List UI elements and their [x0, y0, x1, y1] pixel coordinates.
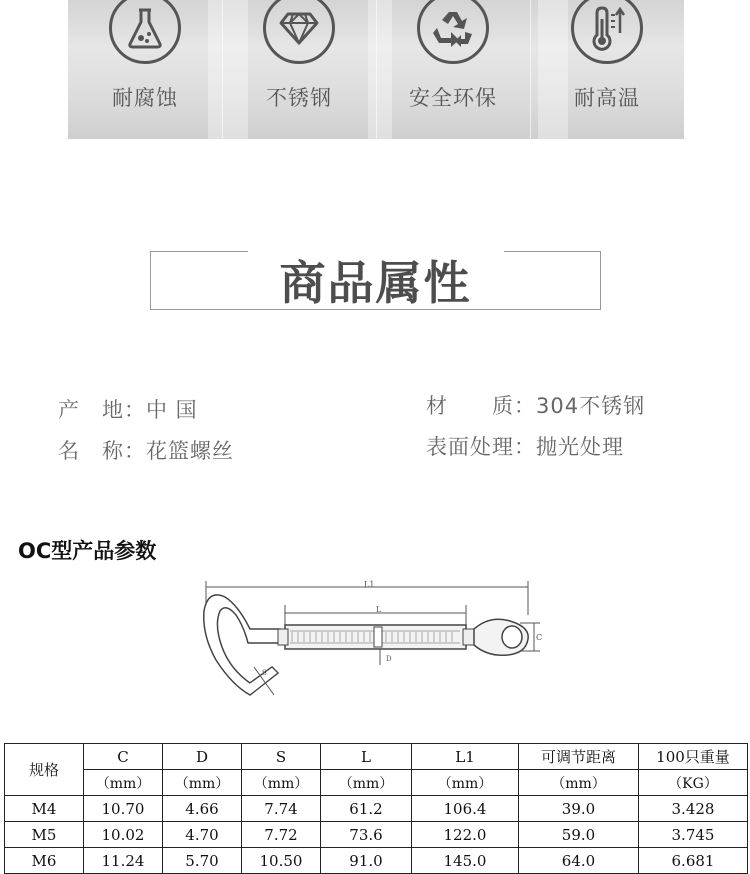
- table-cell: 91.0: [321, 848, 412, 874]
- table-cell: 7.74: [242, 796, 321, 822]
- table-cell: 61.2: [321, 796, 412, 822]
- turnbuckle-diagram: [190, 575, 560, 710]
- feature-label: 耐高温: [574, 86, 640, 110]
- dim-s-label: S: [262, 669, 267, 677]
- table-cell: 4.70: [163, 822, 242, 848]
- feature-label: 安全环保: [409, 86, 497, 110]
- table-header-row: [5, 744, 748, 770]
- table-cell: 10.50: [242, 848, 321, 874]
- attr-value: 304不锈钢: [536, 394, 646, 418]
- table-cell: 73.6: [321, 822, 412, 848]
- table-cell: 7.72: [242, 822, 321, 848]
- table-row: [5, 822, 748, 848]
- table-cell: 3.428: [639, 796, 748, 822]
- table-cell: 64.0: [519, 848, 639, 874]
- table-row: [5, 796, 748, 822]
- dim-l-label: L: [376, 605, 382, 614]
- attr-value: 中 国: [146, 398, 198, 422]
- attr-key: 表面处理：: [426, 435, 536, 459]
- attr-surface: [426, 431, 624, 461]
- diamond-icon: [263, 0, 335, 64]
- table-cell: 3.745: [639, 822, 748, 848]
- table-unit-cell: （mm）: [412, 770, 519, 796]
- table-header-cell: D: [163, 744, 242, 770]
- table-row: [5, 848, 748, 874]
- table-cell: 5.70: [163, 848, 242, 874]
- table-unit-cell: （mm）: [242, 770, 321, 796]
- dim-d-label: D: [386, 655, 392, 663]
- feature-heat: [530, 0, 684, 139]
- table-cell: 10.02: [84, 822, 163, 848]
- attr-key: 产 地：: [58, 398, 146, 422]
- table-header-cell: 可调节距离: [519, 744, 639, 770]
- table-cell: M5: [5, 822, 84, 848]
- table-unit-row: [5, 770, 748, 796]
- table-cell: 10.70: [84, 796, 163, 822]
- table-cell: 59.0: [519, 822, 639, 848]
- attr-value: 花篮螺丝: [146, 439, 234, 463]
- recycle-icon: [417, 0, 489, 64]
- table-cell: 122.0: [412, 822, 519, 848]
- attr-value: 抛光处理: [536, 435, 624, 459]
- attr-name: [58, 435, 234, 465]
- table-header-cell: 规格: [5, 744, 84, 796]
- table-cell: M4: [5, 796, 84, 822]
- table-header-cell: 100只重量: [639, 744, 748, 770]
- section-title: 商品属性: [279, 256, 472, 310]
- attr-origin: [58, 394, 198, 424]
- table-cell: 6.681: [639, 848, 748, 874]
- table-unit-cell: （mm）: [163, 770, 242, 796]
- table-header-cell: S: [242, 744, 321, 770]
- table-cell: 39.0: [519, 796, 639, 822]
- thermometer-icon: [571, 0, 643, 64]
- table-cell: 4.66: [163, 796, 242, 822]
- table-header-cell: L1: [412, 744, 519, 770]
- feature-banner: [68, 0, 684, 139]
- attr-key: 名 称：: [58, 439, 146, 463]
- table-unit-cell: （KG）: [639, 770, 748, 796]
- table-header-cell: L: [321, 744, 412, 770]
- spec-table: [4, 743, 748, 874]
- feature-eco: [376, 0, 530, 139]
- table-cell: M6: [5, 848, 84, 874]
- attr-key: 材 质：: [426, 394, 536, 418]
- feature-stainless: [222, 0, 376, 139]
- table-cell: 145.0: [412, 848, 519, 874]
- table-unit-cell: （mm）: [519, 770, 639, 796]
- dim-c-label: C: [536, 633, 543, 642]
- attr-material: [426, 390, 645, 420]
- feature-corrosion: [68, 0, 222, 139]
- table-cell: 11.24: [84, 848, 163, 874]
- table-cell: 106.4: [412, 796, 519, 822]
- feature-label: 不锈钢: [266, 86, 332, 110]
- feature-label: 耐腐蚀: [112, 86, 178, 110]
- dim-l1-label: L1: [364, 580, 375, 589]
- table-unit-cell: （mm）: [321, 770, 412, 796]
- params-title: OC型产品参数: [18, 539, 157, 563]
- flask-icon: [109, 0, 181, 64]
- table-header-cell: C: [84, 744, 163, 770]
- table-unit-cell: （mm）: [84, 770, 163, 796]
